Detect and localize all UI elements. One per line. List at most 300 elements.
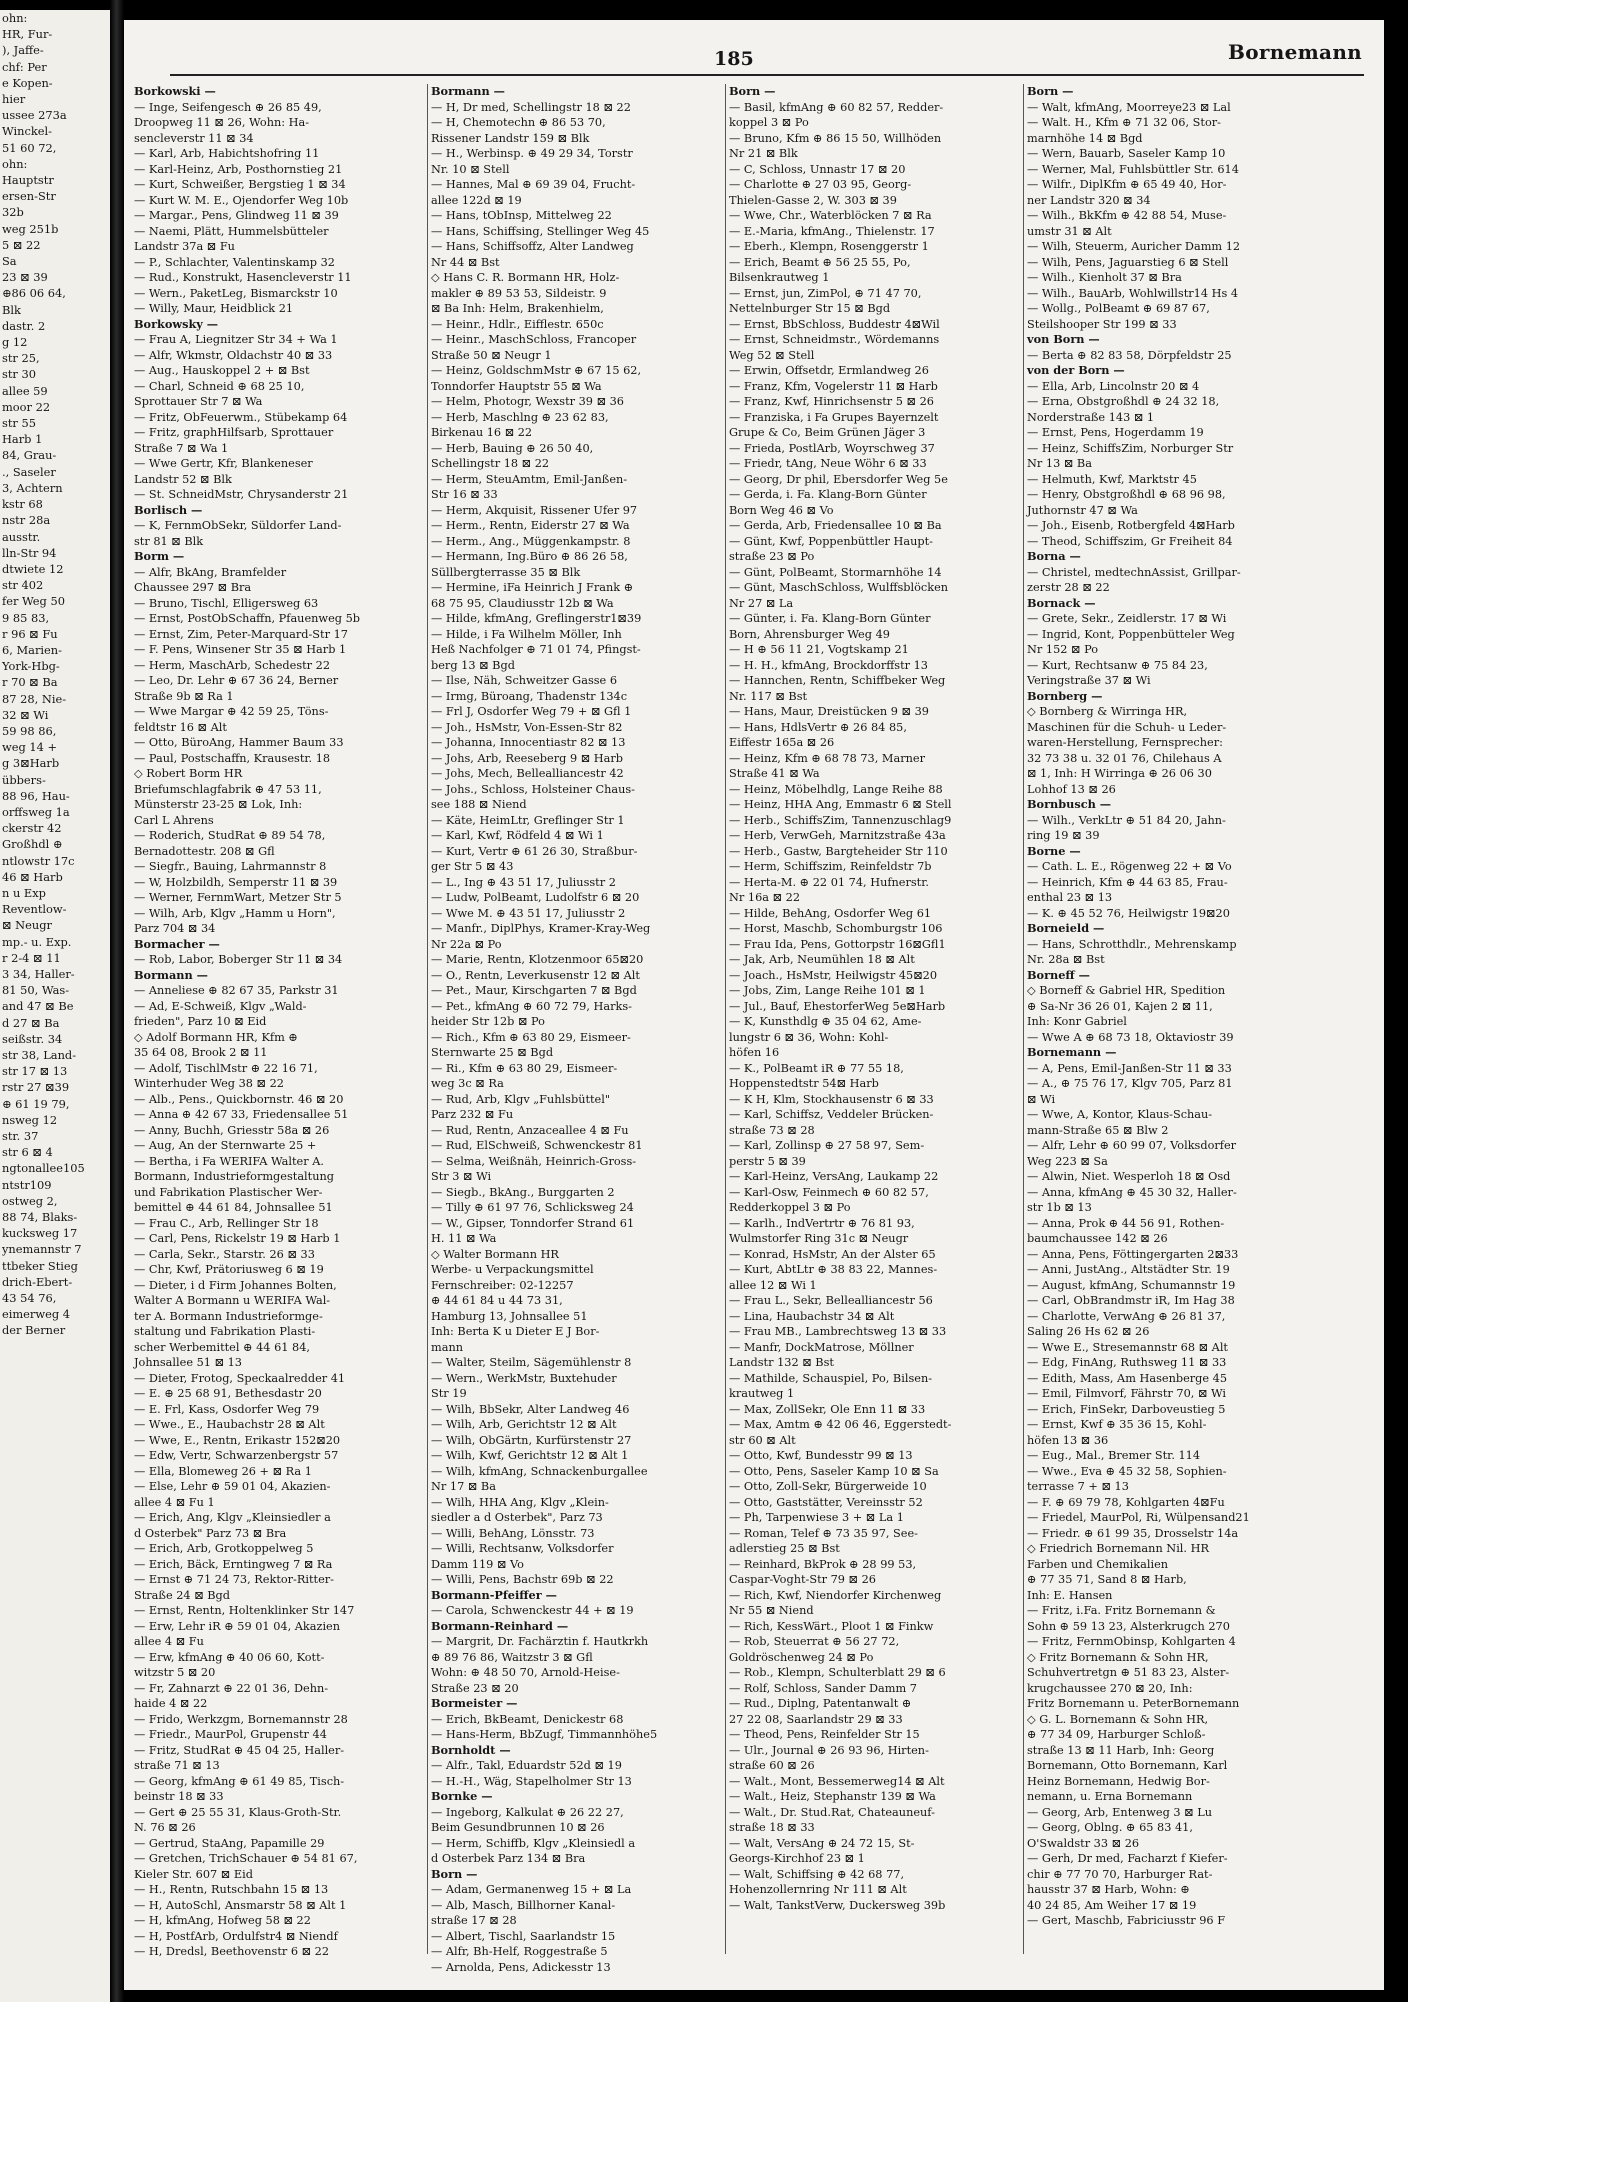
directory-entry-line: Schuhvertretgn ⊕ 51 83 23, Alster- [1027, 1666, 1230, 1679]
directory-entry-line: — Hilde, BehAng, Osdorfer Weg 61 [729, 906, 932, 920]
facing-page-line: fer Weg 50 [2, 594, 65, 609]
directory-entry-line: — Wwe Margar ⊕ 42 59 25, Töns- [134, 705, 329, 718]
directory-entry-line: Goldröschenweg 24 ⊠ Po [729, 1650, 874, 1664]
directory-entry-line: Münsterstr 23-25 ⊠ Lok, Inh: [134, 798, 303, 811]
directory-entry-line: — Roman, Telef ⊕ 73 35 97, See- [729, 1526, 918, 1540]
directory-entry-line: — Günt, PolBeamt, Stormarnhöhe 14 [729, 565, 942, 579]
directory-entry-line: berg 13 ⊠ Bgd [431, 658, 515, 672]
directory-entry-line: — Hans, Maur, Dreistücken 9 ⊠ 39 [729, 705, 929, 718]
directory-entry-line: — Erw, kfmAng ⊕ 40 06 60, Kott- [134, 1650, 325, 1664]
directory-entry-line: — H ⊕ 56 11 21, Vogtskamp 21 [729, 643, 909, 656]
directory-entry-line: straße 17 ⊠ 28 [431, 1914, 517, 1927]
directory-entry-line: — Dieter, i d Firm Johannes Bolten, [134, 1278, 337, 1292]
directory-entry-line: adlerstieg 25 ⊠ Bst [729, 1542, 840, 1555]
directory-entry-line: Maschinen für die Schuh- u Leder- [1027, 720, 1227, 734]
facing-page-line: ersen-Str [2, 189, 56, 204]
directory-entry-line: — Siegfr., Bauing, Lahrmannstr 8 [134, 860, 327, 873]
facing-page-line: 46 ⊠ Harb [2, 869, 63, 884]
directory-entry-line: — Friedr., MaurPol, Grupenstr 44 [134, 1728, 327, 1741]
directory-entry-line: — Konrad, HsMstr, An der Alster 65 [729, 1247, 936, 1261]
facing-page-line: 81 50, Was- [2, 983, 70, 998]
directory-entry-line: — Hans, Schiffsing, Stellinger Weg 45 [431, 224, 650, 238]
directory-entry-line: Steilshooper Str 199 ⊠ 33 [1027, 317, 1177, 331]
column-divider [427, 84, 428, 1954]
facing-page-line: moor 22 [2, 399, 51, 414]
directory-entry-line: Str 3 ⊠ Wi [431, 1170, 492, 1183]
facing-page-line: 59 98 86, [2, 723, 57, 738]
directory-entry-line: Süllbergterrasse 35 ⊠ Blk [431, 565, 581, 579]
directory-entry-line: — Walt, kfmAng, Moorreye23 ⊠ Lal [1027, 100, 1231, 114]
directory-entry-line: — Walter, Steilm, Sägemühlenstr 8 [431, 1356, 632, 1369]
directory-entry-line: — Günt, MaschSchloss, Wulffsblöcken [729, 581, 949, 594]
facing-page-line: ⊕86 06 64, [2, 286, 66, 301]
facing-page-line: g 12 [2, 335, 28, 350]
directory-entry-line: — Walt., Dr. Stud.Rat, Chateauneuf- [729, 1805, 935, 1819]
directory-entry-line: ter A. Bormann Industrieformge- [134, 1309, 323, 1323]
directory-entry-line: Born — [431, 1866, 478, 1881]
facing-page-line: 9 85 83, [2, 610, 50, 625]
directory-entry-line: Johnsallee 51 ⊠ 13 [134, 1356, 242, 1369]
directory-entry-line: Hoppenstedtstr 54⊠ Harb [729, 1077, 879, 1090]
directory-entry-line: — Karl-Heinz, VersAng, Laukamp 22 [729, 1170, 939, 1183]
directory-entry-line: ner Landstr 320 ⊠ 34 [1027, 193, 1151, 207]
directory-entry-line: witzstr 5 ⊠ 20 [134, 1666, 216, 1679]
facing-page-line: str 38, Land- [2, 1048, 77, 1062]
directory-entry-line: — Herm, MaschArb, Schedestr 22 [134, 658, 331, 672]
directory-entry-line: — Ernst, BbSchloss, Buddestr 4⊠Wil [729, 317, 940, 331]
facing-page-line: 32 ⊠ Wi [2, 707, 49, 722]
directory-entry-line: — Erich, Arb, Grotkoppelweg 5 [134, 1542, 314, 1555]
facing-page-line: Blk [2, 302, 21, 317]
directory-entry-line: — Reinhard, BkProk ⊕ 28 99 53, [729, 1557, 917, 1571]
facing-page-fragment [0, 10, 110, 2002]
facing-page-line: n u Exp [2, 885, 46, 900]
directory-entry-line: — Walt, Schiffsing ⊕ 42 68 77, [729, 1867, 905, 1881]
directory-entry-line: Bormann — [431, 84, 505, 98]
directory-entry-line: marnhöhe 14 ⊠ Bgd [1027, 131, 1143, 145]
directory-entry-line: enthal 23 ⊠ 13 [1027, 891, 1113, 904]
directory-entry-line: scher Werbemittel ⊕ 44 61 84, [134, 1340, 311, 1354]
directory-entry-line: ◇ G. L. Bornemann & Sohn HR, [1027, 1712, 1209, 1726]
directory-entry-line: — Anna ⊕ 42 67 33, Friedensallee 51 [134, 1108, 349, 1121]
directory-entry-line: — F. Pens, Winsener Str 35 ⊠ Harb 1 [134, 643, 347, 656]
directory-entry-line: ◇ Bornberg & Wirringa HR, [1027, 705, 1188, 718]
directory-entry-line: — Gerh, Dr med, Facharzt f Kiefer- [1027, 1852, 1228, 1865]
directory-entry-line: Bornbusch — [1027, 797, 1112, 811]
directory-entry-line: — O., Rentn, Leverkusenstr 12 ⊠ Alt [431, 968, 640, 982]
directory-entry-line: — Karlh., IndVertrtr ⊕ 76 81 93, [729, 1216, 915, 1230]
directory-entry-line: ◇ Walter Bormann HR [431, 1247, 559, 1261]
directory-entry-line: — Marie, Rentn, Klotzenmoor 65⊠20 [431, 953, 644, 966]
facing-page-line: seißstr. 34 [2, 1031, 63, 1046]
directory-entry-line: — Basil, kfmAng ⊕ 60 82 57, Redder- [729, 100, 944, 114]
directory-entry-line: Borkowski — [134, 84, 216, 98]
directory-entry-line: — Frieda, PostlArb, Woyrschweg 37 [729, 441, 935, 455]
directory-entry-line: Winterhuder Weg 38 ⊠ 22 [134, 1077, 284, 1090]
directory-entry-line: — Wwe Gertr, Kfr, Blankeneser [134, 457, 313, 470]
directory-entry-line: perstr 5 ⊠ 39 [729, 1154, 806, 1168]
directory-entry-line: — Karl-Osw, Feinmech ⊕ 60 82 57, [729, 1185, 929, 1199]
directory-entry-line: — Kurt W. M. E., Ojendorfer Weg 10b [134, 193, 349, 207]
directory-entry-line: — Kurt, Rechtsanw ⊕ 75 84 23, [1027, 658, 1208, 672]
facing-page-line: ohn: [2, 11, 28, 25]
directory-entry-line: — Jul., Bauf, EhestorferWeg 5e⊠Harb [729, 999, 946, 1013]
directory-entry-line: — Rud., Konstrukt, Hasencleverstr 11 [134, 271, 352, 284]
facing-page-line: 51 60 72, [2, 140, 57, 155]
column-2 [431, 84, 721, 1974]
directory-entry-line: — Ernst, PostObSchaffn, Pfauenweg 5b [134, 612, 361, 625]
directory-entry-line: Bernadottestr. 208 ⊠ Gfl [134, 844, 275, 858]
directory-entry-line: Birkenau 16 ⊠ 22 [431, 426, 533, 439]
directory-entry-line: Bormann-Pfeiffer — [431, 1587, 557, 1602]
directory-entry-line: — Ludw, PolBeamt, Ludolfstr 6 ⊠ 20 [431, 891, 640, 904]
directory-entry-line: — Joh., HsMstr, Von-Essen-Str 82 [431, 720, 623, 734]
directory-entry-line: — Willi, Rechtsanw, Volksdorfer [431, 1542, 614, 1555]
directory-entry-line: — Wilh., Kienholt 37 ⊠ Bra [1027, 271, 1182, 284]
directory-entry-line: — Kurt, Schweißer, Bergstieg 1 ⊠ 34 [134, 178, 346, 191]
directory-entry-line: — Erich, BkBeamt, Denickestr 68 [431, 1712, 624, 1726]
directory-entry-line: — Georg, Oblng. ⊕ 65 83 41, [1027, 1821, 1193, 1834]
directory-entry-line: ring 19 ⊠ 39 [1027, 829, 1100, 842]
directory-entry-line: — Otto, Kwf, Bundesstr 99 ⊠ 13 [729, 1449, 913, 1462]
facing-page-line: ⊕ 61 19 79, [2, 1096, 70, 1111]
directory-entry-line: haide 4 ⊠ 22 [134, 1697, 208, 1710]
directory-entry-line: Straße 9b ⊠ Ra 1 [134, 689, 234, 703]
directory-entry-line: — Carola, Schwenckestr 44 + ⊠ 19 [431, 1604, 634, 1617]
directory-entry-line: — Rich, Kwf, Niendorfer Kirchenweg [729, 1588, 942, 1602]
directory-entry-line: — H., Rentn, Rutschbahn 15 ⊠ 13 [134, 1883, 329, 1896]
directory-entry-line: höfen 13 ⊠ 36 [1027, 1433, 1109, 1447]
directory-entry-line: — Ernst, Rentn, Holtenklinker Str 147 [134, 1604, 355, 1617]
directory-entry-line: — Fritz, StudRat ⊕ 45 04 25, Haller- [134, 1743, 345, 1757]
directory-entry-line: — Wwe A ⊕ 68 73 18, Oktaviostr 39 [1027, 1030, 1234, 1044]
directory-entry-line: — Karl, Schiffsz, Veddeler Brücken- [729, 1108, 934, 1121]
directory-entry-line: Juthornstr 47 ⊠ Wa [1027, 503, 1138, 517]
facing-page-line: ngtonallee105 [2, 1161, 85, 1176]
directory-entry-line: Landstr 132 ⊠ Bst [729, 1356, 834, 1369]
directory-entry-line: — Hans-Herm, BbZugf, Timmannhöhe5 [431, 1728, 658, 1741]
facing-page-line: dastr. 2 [2, 318, 46, 333]
directory-entry-line: Weg 223 ⊠ Sa [1027, 1154, 1108, 1168]
directory-entry-line: — Albert, Tischl, Saarlandstr 15 [431, 1929, 616, 1943]
directory-entry-line: frieden", Parz 10 ⊠ Eid [134, 1015, 267, 1028]
directory-entry-line: — Adam, Germanenweg 15 + ⊠ La [431, 1883, 632, 1896]
directory-entry-line: 27 22 08, Saarlandstr 29 ⊠ 33 [729, 1712, 903, 1726]
directory-entry-line: — E. Frl, Kass, Osdorfer Weg 79 [134, 1402, 320, 1416]
directory-entry-line: — L., Ing ⊕ 43 51 17, Juliusstr 2 [431, 875, 616, 889]
directory-entry-line: — Wwe., E., Haubachstr 28 ⊠ Alt [134, 1418, 325, 1431]
directory-entry-line: Chaussee 297 ⊠ Bra [134, 581, 252, 594]
facing-page-line: ntstr109 [2, 1177, 52, 1192]
column-divider [1023, 84, 1024, 1954]
directory-entry-line: heider Str 12b ⊠ Po [431, 1015, 545, 1028]
directory-entry-line: — Erw, Lehr iR ⊕ 59 01 04, Akazien [134, 1619, 341, 1633]
directory-entry-line: — Wwe E., Stresemannstr 68 ⊠ Alt [1027, 1340, 1228, 1354]
directory-entry-line: — Herb, Bauing ⊕ 26 50 40, [431, 441, 594, 455]
directory-entry-line: — Frau L., Sekr, Bellealliancestr 56 [729, 1294, 933, 1307]
directory-entry-line: — Helmuth, Kwf, Marktstr 45 [1027, 472, 1197, 486]
directory-entry-line: — Otto, Pens, Saseler Kamp 10 ⊠ Sa [729, 1464, 939, 1478]
directory-entry-line: — Wwe, A, Kontor, Klaus-Schau- [1027, 1108, 1213, 1121]
directory-entry-line: — Rolf, Schloss, Sander Damm 7 [729, 1681, 917, 1695]
directory-entry-line: — Anni, JustAng., Altstädter Str. 19 [1027, 1263, 1230, 1276]
directory-entry-line: Bormeister — [431, 1696, 518, 1710]
directory-entry-line: — E. ⊕ 25 68 91, Bethesdastr 20 [134, 1387, 322, 1400]
directory-entry-line: — Rich, KessWärt., Ploot 1 ⊠ Finkw [729, 1619, 934, 1633]
directory-entry-line: — Erwin, Offsetdr, Ermlandweg 26 [729, 364, 929, 377]
facing-page-line: d 27 ⊠ Ba [2, 1015, 60, 1030]
directory-entry-line: — Johs., Schloss, Holsteiner Chaus- [431, 782, 635, 796]
directory-entry-line: see 188 ⊠ Niend [431, 798, 527, 811]
directory-entry-line: — Rud, Rentn, Anzaceallee 4 ⊠ Fu [431, 1123, 629, 1137]
directory-entry-line: Straße 41 ⊠ Wa [729, 767, 820, 780]
directory-entry-line: — Hilde, kfmAng, Greflingerstr1⊠39 [431, 612, 642, 625]
directory-entry-line: hausstr 37 ⊠ Harb, Wohn: ⊕ [1027, 1883, 1190, 1896]
directory-entry-line: — K., PolBeamt iR ⊕ 77 55 18, [729, 1061, 904, 1075]
directory-entry-line: str 81 ⊠ Blk [134, 534, 204, 548]
directory-entry-line: — Bertha, i Fa WERIFA Walter A. [134, 1154, 324, 1168]
facing-page-line: mp.- u. Exp. [2, 934, 72, 949]
directory-entry-line: — Eug., Mal., Bremer Str. 114 [1027, 1449, 1201, 1462]
directory-entry-line: — K, Kunsthdlg ⊕ 35 04 62, Ame- [729, 1015, 922, 1028]
directory-entry-line: — Frau A, Liegnitzer Str 34 + Wa 1 [134, 333, 338, 346]
directory-entry-line: — St. SchneidMstr, Chrysanderstr 21 [134, 488, 349, 501]
directory-entry-line: — Charl, Schneid ⊕ 68 25 10, [134, 379, 305, 393]
directory-entry-line: Kieler Str. 607 ⊠ Eid [134, 1867, 253, 1881]
directory-entry-line: mann [431, 1340, 463, 1354]
directory-entry-line: — Wilfr., DiplKfm ⊕ 65 49 40, Hor- [1027, 178, 1227, 191]
directory-entry-line: — Emil, Filmvorf, Fährstr 70, ⊠ Wi [1027, 1387, 1227, 1400]
directory-entry-line: Nr 55 ⊠ Niend [729, 1604, 814, 1617]
directory-entry-line: — Ernst, Schneidmstr., Wördemanns [729, 333, 940, 346]
directory-entry-line: ⊕ 44 61 84 u 44 73 31, [431, 1294, 563, 1307]
directory-entry-line: Thielen-Gasse 2, W. 303 ⊠ 39 [729, 193, 897, 207]
directory-entry-line: — H, Dr med, Schellingstr 18 ⊠ 22 [431, 100, 631, 114]
directory-entry-line: straße 23 ⊠ Po [729, 550, 815, 563]
facing-page-line: 3, Achtern [2, 480, 63, 495]
directory-entry-line: — Dieter, Frotog, Speckaalredder 41 [134, 1371, 346, 1385]
directory-entry-line: — Wilh., BauArb, Wohlwillstr14 Hs 4 [1027, 286, 1239, 300]
directory-entry-line: nemann, u. Erna Bornemann [1027, 1790, 1193, 1803]
directory-entry-line: ◇ Borneff & Gabriel HR, Spedition [1027, 984, 1226, 997]
directory-entry-line: Born — [1027, 84, 1074, 98]
book-gutter [110, 0, 124, 2002]
directory-entry-line: — Kurt, AbtLtr ⊕ 38 83 22, Mannes- [729, 1263, 938, 1276]
directory-entry-line: Droopweg 11 ⊠ 26, Wohn: Ha- [134, 116, 310, 129]
facing-page-line: übbers- [2, 772, 46, 787]
directory-entry-line: — Frau MB., Lambrechtsweg 13 ⊠ 33 [729, 1325, 947, 1338]
directory-entry-line: Bornke — [431, 1789, 493, 1803]
directory-entry-line: — Wilh., BkKfm ⊕ 42 88 54, Muse- [1027, 209, 1227, 222]
directory-entry-line: — Wollg., PolBeamt ⊕ 69 87 67, [1027, 302, 1210, 315]
directory-entry-line: — Ilse, Näh, Schweitzer Gasse 6 [431, 674, 618, 687]
directory-entry-line: Farben und Chemikalien [1027, 1557, 1169, 1571]
directory-entry-line: — Friedr, tAng, Neue Wöhr 6 ⊠ 33 [729, 457, 927, 470]
directory-entry-line: — Margar., Pens, Glindweg 11 ⊠ 39 [134, 209, 339, 222]
directory-entry-line: — Gerda, i. Fa. Klang-Born Günter [729, 488, 927, 501]
directory-entry-line: Lohhof 13 ⊠ 26 [1027, 782, 1116, 796]
directory-entry-line: Nr 22a ⊠ Po [431, 937, 502, 951]
directory-entry-line: — Walt. H., Kfm ⊕ 71 32 06, Stor- [1027, 116, 1221, 129]
directory-entry-line: — Wern., PaketLeg, Bismarckstr 10 [134, 286, 338, 300]
directory-entry-line: weg 3c ⊠ Ra [431, 1077, 504, 1090]
facing-page-line: ttbeker Stieg [2, 1258, 78, 1273]
directory-entry-line: 32 73 38 u. 32 01 76, Chilehaus A [1027, 751, 1222, 765]
facing-page-line: ussee 273a [2, 108, 67, 123]
directory-entry-line: — Wwe., Eva ⊕ 45 32 58, Sophien- [1027, 1464, 1227, 1478]
facing-page-line: Großhdl ⊕ [2, 837, 63, 852]
directory-entry-line: H. 11 ⊠ Wa [431, 1232, 497, 1245]
directory-entry-line: — Wwe M. ⊕ 43 51 17, Juliusstr 2 [431, 906, 626, 920]
directory-entry-line: — Max, ZollSekr, Ole Enn 11 ⊠ 33 [729, 1402, 926, 1416]
directory-entry-line: — Edg, FinAng, Ruthsweg 11 ⊠ 33 [1027, 1356, 1227, 1369]
directory-entry-line: Wohn: ⊕ 48 50 70, Arnold-Heise- [431, 1666, 620, 1679]
facing-page-line: str 17 ⊠ 13 [2, 1064, 68, 1079]
facing-page-line: chf: Per [2, 59, 47, 74]
directory-entry-line: d Osterbek Parz 134 ⊠ Bra [431, 1852, 586, 1865]
directory-entry-line: — H, Dredsl, Beethovenstr 6 ⊠ 22 [134, 1945, 330, 1958]
directory-entry-line: Bormann — [134, 967, 208, 982]
directory-entry-line: — Erich, Beamt ⊕ 56 25 55, Po, [729, 255, 911, 269]
directory-entry-line: — Ernst ⊕ 71 24 73, Rektor-Ritter- [134, 1573, 334, 1586]
directory-entry-line: — Anny, Buchh, Griesstr 58a ⊠ 26 [134, 1123, 330, 1137]
directory-entry-line: — Anneliese ⊕ 82 67 35, Parkstr 31 [134, 984, 339, 997]
directory-entry-line: Straße 7 ⊠ Wa 1 [134, 441, 229, 455]
directory-entry-line: — August, kfmAng, Schumannstr 19 [1027, 1278, 1236, 1292]
directory-entry-line: — Naemi, Plätt, Hummelsbütteler [134, 224, 329, 238]
directory-entry-line: — Heinz, Kfm ⊕ 68 78 73, Marner [729, 751, 925, 765]
directory-entry-line: — Frl J, Osdorfer Weg 79 + ⊠ Gfl 1 [431, 705, 632, 718]
directory-entry-line: — Rud., Diplng, Patentanwalt ⊕ [729, 1697, 912, 1710]
directory-entry-line: Nr 13 ⊠ Ba [1027, 457, 1092, 470]
directory-entry-line: — Günt, Kwf, Poppenbüttler Haupt- [729, 534, 933, 548]
directory-entry-line: beinstr 18 ⊠ 33 [134, 1790, 224, 1803]
directory-entry-line: Nr 21 ⊠ Blk [729, 147, 798, 160]
directory-entry-line: — A., ⊕ 75 76 17, Klgv 705, Parz 81 [1027, 1077, 1233, 1090]
directory-entry-line: ◇ Adolf Bormann HR, Kfm ⊕ [134, 1030, 298, 1044]
directory-entry-line: Redderkoppel 3 ⊠ Po [729, 1201, 851, 1214]
directory-entry-line: — Carl, Pens, Rickelstr 19 ⊠ Harb 1 [134, 1232, 341, 1245]
directory-entry-line: — Hans, HdlsVertr ⊕ 26 84 85, [729, 720, 907, 734]
directory-entry-line: — Adolf, TischlMstr ⊕ 22 16 71, [134, 1061, 318, 1075]
directory-entry-line: — Helm, Photogr, Wexstr 39 ⊠ 36 [431, 395, 624, 408]
facing-page-line: ), Jaffe- [2, 43, 44, 58]
directory-entry-line: allee 4 ⊠ Fu 1 [134, 1495, 215, 1509]
directory-entry-line: — Fr, Zahnarzt ⊕ 22 01 36, Dehn- [134, 1681, 329, 1695]
directory-entry-line: — H. H., kfmAng, Brockdorffstr 13 [729, 658, 928, 672]
directory-entry-line: sencleverstr 11 ⊠ 34 [134, 131, 254, 145]
directory-entry-line: — Berta ⊕ 82 83 58, Dörpfeldstr 25 [1027, 348, 1232, 362]
directory-entry-line: — Walt., Heiz, Stephanstr 139 ⊠ Wa [729, 1790, 936, 1803]
facing-page-line: str 6 ⊠ 4 [2, 1145, 53, 1160]
directory-entry-line: Bilsenkrautweg 1 [729, 271, 830, 284]
directory-entry-line: — Max, Amtm ⊕ 42 06 46, Eggerstedt- [729, 1418, 952, 1431]
directory-entry-line: — Gerda, Arb, Friedensallee 10 ⊠ Ba [729, 519, 942, 532]
directory-entry-line: — Horst, Maschb, Schomburgstr 106 [729, 922, 943, 935]
directory-entry-line: Nr 27 ⊠ La [729, 596, 794, 610]
directory-entry-line: — Johanna, Innocentiastr 82 ⊠ 13 [431, 736, 626, 749]
directory-entry-line: — Edw, Vertr, Schwarzenbergstr 57 [134, 1449, 339, 1462]
directory-entry-line: Str 19 [431, 1387, 467, 1400]
directory-entry-line: — Wilh, HHA Ang, Klgv „Klein- [431, 1495, 609, 1509]
directory-entry-line: Briefumschlagfabrik ⊕ 47 53 11, [134, 782, 322, 796]
directory-entry-line: — Theod, Pens, Reinfelder Str 15 [729, 1728, 920, 1741]
directory-entry-line: — H, Chemotechn ⊕ 86 53 70, [431, 116, 606, 129]
directory-entry-line: — Walt, VersAng ⊕ 24 72 15, St- [729, 1836, 915, 1850]
directory-entry-line: Fritz Bornemann u. PeterBornemann [1027, 1697, 1240, 1710]
directory-entry-line: — Herm, Schiffszim, Reinfeldstr 7b [729, 860, 932, 873]
directory-entry-line: — Hermine, iFa Heinrich J Frank ⊕ [431, 581, 634, 594]
directory-entry-line: Straße 24 ⊠ Bgd [134, 1588, 231, 1602]
directory-entry-line: Rissener Landstr 159 ⊠ Blk [431, 131, 590, 145]
directory-entry-line: — Ri., Kfm ⊕ 63 80 29, Eismeer- [431, 1061, 618, 1075]
directory-entry-line: ◇ Fritz Bornemann & Sohn HR, [1027, 1650, 1209, 1664]
facing-page-line: Harb 1 [2, 432, 43, 447]
directory-entry-line: Nr 17 ⊠ Ba [431, 1480, 496, 1493]
facing-page-line: 32b [2, 205, 24, 220]
directory-entry-line: Hohenzollernring Nr 111 ⊠ Alt [729, 1883, 907, 1896]
facing-page-line: 5 ⊠ 22 [2, 237, 41, 252]
directory-entry-line: Parz 704 ⊠ 34 [134, 922, 216, 935]
directory-entry-line: O'Swaldstr 33 ⊠ 26 [1027, 1836, 1140, 1850]
directory-entry-line: Hamburg 13, Johnsallee 51 [431, 1309, 588, 1323]
directory-entry-line: — Paul, Postschaffn, Krausestr. 18 [134, 751, 331, 765]
facing-page-line: str 25, [2, 351, 40, 366]
directory-entry-line: — Herm, Schiffb, Klgv „Kleinsiedl a [431, 1836, 636, 1850]
facing-page-line: York-Hbg- [2, 659, 60, 674]
facing-page-line: Sa [2, 254, 17, 269]
directory-entry-line: Inh: E. Hansen [1027, 1588, 1113, 1602]
directory-entry-line: straße 73 ⊠ 28 [729, 1123, 815, 1137]
directory-entry-line: Norderstraße 143 ⊠ 1 [1027, 410, 1155, 424]
directory-entry-line: — Herm., Rentn, Eiderstr 27 ⊠ Wa [431, 519, 630, 532]
directory-entry-line: von der Born — [1027, 363, 1125, 377]
directory-entry-line: — Frido, Werkzgm, Bornemannstr 28 [134, 1712, 348, 1726]
directory-entry-line: allee 4 ⊠ Fu [134, 1635, 204, 1648]
directory-entry-line: — Siegb., BkAng., Burggarten 2 [431, 1185, 615, 1199]
directory-entry-line: — Charlotte ⊕ 27 03 95, Georg- [729, 178, 912, 191]
directory-entry-line: ⊕ Sa-Nr 36 26 01, Kajen 2 ⊠ 11, [1027, 999, 1213, 1013]
directory-entry-line: — Edith, Mass, Am Hasenberge 45 [1027, 1371, 1228, 1385]
directory-entry-line: Fernschreiber: 02-12257 [431, 1278, 574, 1292]
directory-entry-line: — Joach., HsMstr, Heilwigstr 45⊠20 [729, 968, 938, 982]
column-4 [1027, 84, 1367, 1964]
directory-entry-line: — Werner, FernmWart, Metzer Str 5 [134, 891, 342, 904]
column-1 [134, 84, 424, 1964]
facing-page-line: weg 14 + [2, 740, 58, 755]
facing-page-line: r 2-4 ⊠ 11 [2, 950, 61, 965]
directory-entry-line: — Günter, i. Fa. Klang-Born Günter [729, 612, 931, 625]
directory-entry-line: Walter A Bormann u WERIFA Wal- [134, 1294, 331, 1307]
directory-entry-line: — Heinz, HHA Ang, Emmastr 6 ⊠ Stell [729, 798, 952, 811]
directory-entry-line: — Ernst, Pens, Hogerdamm 19 [1027, 426, 1204, 439]
directory-entry-line: Eiffestr 165a ⊠ 26 [729, 736, 835, 749]
directory-entry-line: — Alfr, BkAng, Bramfelder [134, 565, 287, 579]
directory-entry-line: — Anna, Pens, Föttingergarten 2⊠33 [1027, 1247, 1239, 1261]
directory-entry-line: — Manfr, DockMatrose, Möllner [729, 1340, 914, 1354]
directory-entry-line: — Herb, VerwGeh, Marnitzstraße 43a [729, 829, 946, 842]
directory-entry-line: Born — [729, 84, 776, 98]
directory-entry-line: — Ph, Tarpenwiese 3 + ⊠ La 1 [729, 1511, 904, 1524]
directory-entry-line: Borneff — [1027, 967, 1090, 982]
directory-entry-line: — Manfr., DiplPhys, Kramer-Kray-Weg [431, 922, 651, 935]
facing-page-line: ckerstr 42 [2, 821, 62, 836]
directory-entry-line: mann-Straße 65 ⊠ Blw 2 [1027, 1123, 1169, 1137]
facing-page-line: kucksweg 17 [2, 1226, 78, 1241]
facing-page-line: orffsweg 1a [2, 804, 70, 819]
directory-entry-line: — Anna, kfmAng ⊕ 45 30 32, Haller- [1027, 1185, 1237, 1199]
directory-entry-line: — Grete, Sekr., Zeidlerstr. 17 ⊠ Wi [1027, 612, 1227, 625]
